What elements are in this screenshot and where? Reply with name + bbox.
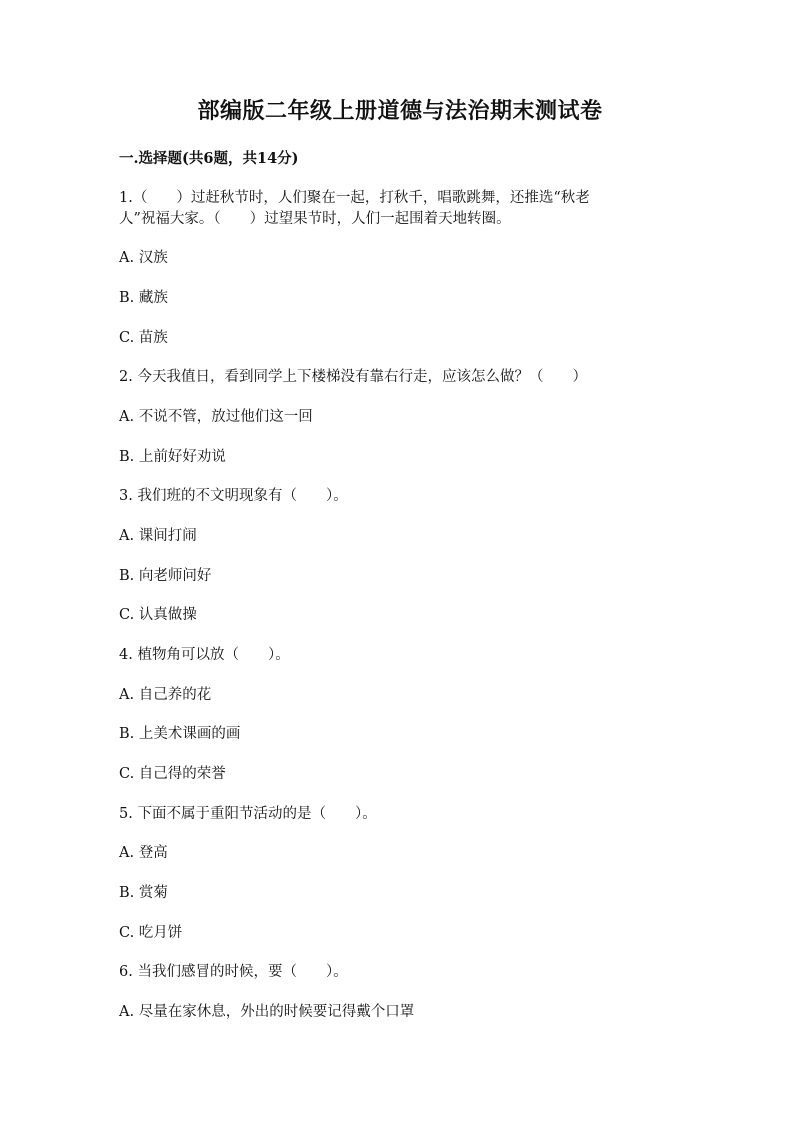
question-1-option-c: C. 苗族: [119, 330, 168, 346]
question-5-option-b: B. 赏菊: [119, 885, 168, 901]
question-6-option-a: A. 尽量在家休息，外出的时候要记得戴个口罩: [119, 1004, 415, 1020]
question-3-option-c: C. 认真做操: [119, 607, 197, 623]
question-6-stem: 6. 当我们感冒的时候，要（ ）。: [119, 964, 348, 980]
question-2-option-a: A. 不说不管，放过他们这一回: [119, 409, 313, 425]
question-5-option-a: A. 登高: [119, 845, 168, 861]
question-1-stem-line-2: 人”祝福大家。（ ）过望果节时，人们一起围着天地转圈。: [119, 211, 511, 227]
question-1-option-a: A. 汉族: [119, 250, 168, 266]
question-5-stem: 5. 下面不属于重阳节活动的是（ ）。: [119, 806, 377, 822]
question-2-stem: 2. 今天我值日，看到同学上下楼梯没有靠右行走，应该怎么做？（ ）: [119, 369, 587, 385]
section-heading: 一.选择题(共6题，共14分): [119, 150, 299, 167]
question-4-stem: 4. 植物角可以放（ ）。: [119, 647, 290, 663]
question-1-stem-line-1: 1.（ ）过赶秋节时，人们聚在一起，打秋千，唱歌跳舞，还推选“秋老: [119, 190, 590, 206]
question-5-option-c: C. 吃月饼: [119, 925, 183, 941]
question-3-option-b: B. 向老师问好: [119, 568, 212, 584]
question-3-stem: 3. 我们班的不文明现象有（ ）。: [119, 488, 348, 504]
question-4-option-b: B. 上美术课画的画: [119, 726, 241, 742]
question-3-option-a: A. 课间打闹: [119, 528, 197, 544]
question-4-option-c: C. 自己得的荣誉: [119, 766, 226, 782]
question-2-option-b: B. 上前好好劝说: [119, 449, 226, 465]
page-title: 部编版二年级上册道德与法治期末测试卷: [197, 98, 603, 124]
question-1-option-b: B. 藏族: [119, 290, 168, 306]
question-4-option-a: A. 自己养的花: [119, 687, 212, 703]
